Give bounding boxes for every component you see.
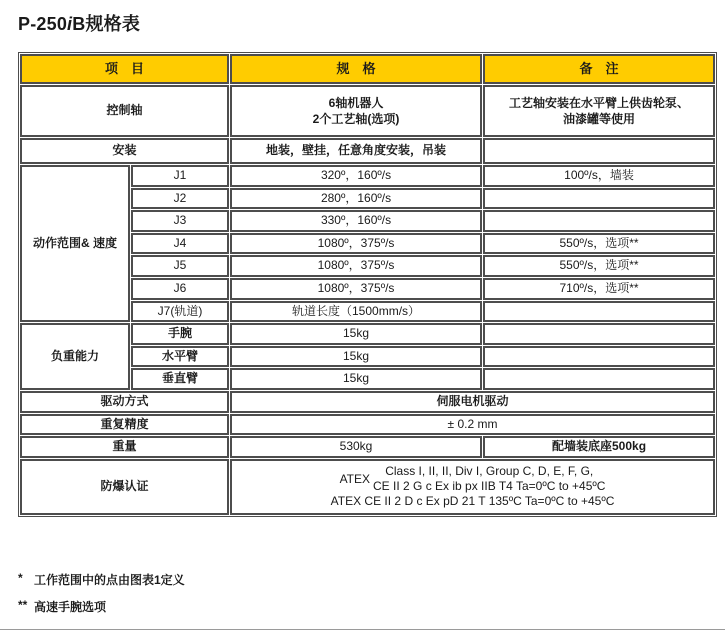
- axis-j1-spec: 320º，160º/s: [230, 165, 482, 187]
- axis-j5-spec: 1080º，375º/s: [230, 255, 482, 277]
- row-mounting: [20, 138, 715, 164]
- footnote-2-marker: **: [18, 598, 28, 612]
- control-axes-remark-line1: 工艺轴安装在水平臂上供齿轮泵、: [509, 96, 690, 110]
- row-payload-wrist: [20, 323, 715, 345]
- weight-remark: 配墙装底座500kg: [483, 436, 715, 458]
- axis-j2-spec: 280º，160º/s: [230, 188, 482, 210]
- drive-method-label: 驱动方式: [20, 391, 229, 413]
- axis-j2-name: J2: [131, 188, 229, 210]
- motion-range-label: 动作范围& 速度: [20, 165, 130, 322]
- axis-j6-name: J6: [131, 278, 229, 300]
- axis-j3-remark: [483, 210, 715, 232]
- axis-j4-remark: 550º/s，选项**: [483, 233, 715, 255]
- mounting-spec: 地装，壁挂，任意角度安装，吊装: [230, 138, 482, 164]
- payload-horizontal-arm-remark: [483, 346, 715, 368]
- page-title-italic-i: i: [67, 14, 73, 34]
- atex-class-lines: [373, 464, 605, 494]
- col-header-remark: 备 注: [483, 54, 715, 84]
- weight-spec: 530kg: [230, 436, 482, 458]
- payload-horizontal-arm-spec: 15kg: [230, 346, 482, 368]
- atex-top-lines: [236, 464, 709, 494]
- payload-wrist-name: 手腕: [131, 323, 229, 345]
- axis-j3-spec: 330º，160º/s: [230, 210, 482, 232]
- weight-label: 重量: [20, 436, 229, 458]
- atex-line2: CE II 2 G c Ex ib px IIB T4 Ta=0ºC to +45ºC: [373, 479, 606, 494]
- payload-wrist-remark: [483, 323, 715, 345]
- repeatability-spec: ± 0.2 mm: [230, 414, 715, 436]
- payload-wrist-spec: 15kg: [230, 323, 482, 345]
- payload-vertical-arm-name: 垂直臂: [131, 368, 229, 390]
- axis-j3-name: J3: [131, 210, 229, 232]
- row-axis-j1: [20, 165, 715, 187]
- axis-j7-remark: [483, 301, 715, 323]
- axis-j6-remark: 710º/s，选项**: [483, 278, 715, 300]
- row-control-axes: [20, 85, 715, 137]
- control-axes-spec: [230, 85, 482, 137]
- header-row: [20, 54, 715, 84]
- page-title-prefix: P-250: [18, 14, 68, 34]
- atex-line1: Class I, II, II, Div I, Group C, D, E, F, G,: [385, 464, 594, 479]
- row-explosion-proof: [20, 459, 715, 515]
- mounting-remark: [483, 138, 715, 164]
- axis-j5-name: J5: [131, 255, 229, 277]
- footnote-1-marker: *: [18, 571, 23, 585]
- payload-label: 负重能力: [20, 323, 130, 390]
- drive-method-spec: 伺服电机驱动: [230, 391, 715, 413]
- footnote-2: [18, 598, 106, 615]
- row-drive-method: [20, 391, 715, 413]
- axis-j4-name: J4: [131, 233, 229, 255]
- control-axes-label: 控制轴: [20, 85, 229, 137]
- atex-label: ATEX: [339, 471, 371, 486]
- atex-line3: ATEX CE II 2 D c Ex pD 21 T 135ºC Ta=0ºC to +45ºC: [330, 494, 615, 509]
- axis-j5-remark: 550º/s，选项**: [483, 255, 715, 277]
- footnote-2-text: 高速手腕选项: [34, 600, 107, 614]
- payload-vertical-arm-spec: 15kg: [230, 368, 482, 390]
- payload-vertical-arm-remark: [483, 368, 715, 390]
- explosion-proof-spec: [230, 459, 715, 515]
- repeatability-label: 重复精度: [20, 414, 229, 436]
- control-axes-remark-line2: 油漆罐等使用: [563, 112, 636, 126]
- footnote-1: [18, 571, 185, 588]
- page-title: [18, 10, 140, 36]
- page-title-suffix: B规格表: [72, 14, 141, 34]
- axis-j6-spec: 1080º，375º/s: [230, 278, 482, 300]
- bottom-divider: [0, 629, 725, 630]
- col-header-spec: 规 格: [230, 54, 482, 84]
- axis-j1-remark: 100º/s，墙装: [483, 165, 715, 187]
- control-axes-spec-line1: 6轴机器人: [328, 96, 384, 110]
- explosion-proof-label: 防爆认证: [20, 459, 229, 515]
- row-repeatability: [20, 414, 715, 436]
- atex-certification-block: [236, 464, 709, 509]
- control-axes-remark: [483, 85, 715, 137]
- axis-j1-name: J1: [131, 165, 229, 187]
- axis-j2-remark: [483, 188, 715, 210]
- col-header-item: 项 目: [20, 54, 229, 84]
- payload-horizontal-arm-name: 水平臂: [131, 346, 229, 368]
- spec-table: [18, 52, 717, 517]
- axis-j7-name: J7(轨道): [131, 301, 229, 323]
- axis-j7-spec: 轨道长度（1500mm/s）: [230, 301, 482, 323]
- footnote-1-text: 工作范围中的点由图表1定义: [34, 573, 185, 587]
- control-axes-spec-line2: 2个工艺轴(选项): [312, 112, 400, 126]
- mounting-label: 安装: [20, 138, 229, 164]
- axis-j4-spec: 1080º，375º/s: [230, 233, 482, 255]
- row-weight: [20, 436, 715, 458]
